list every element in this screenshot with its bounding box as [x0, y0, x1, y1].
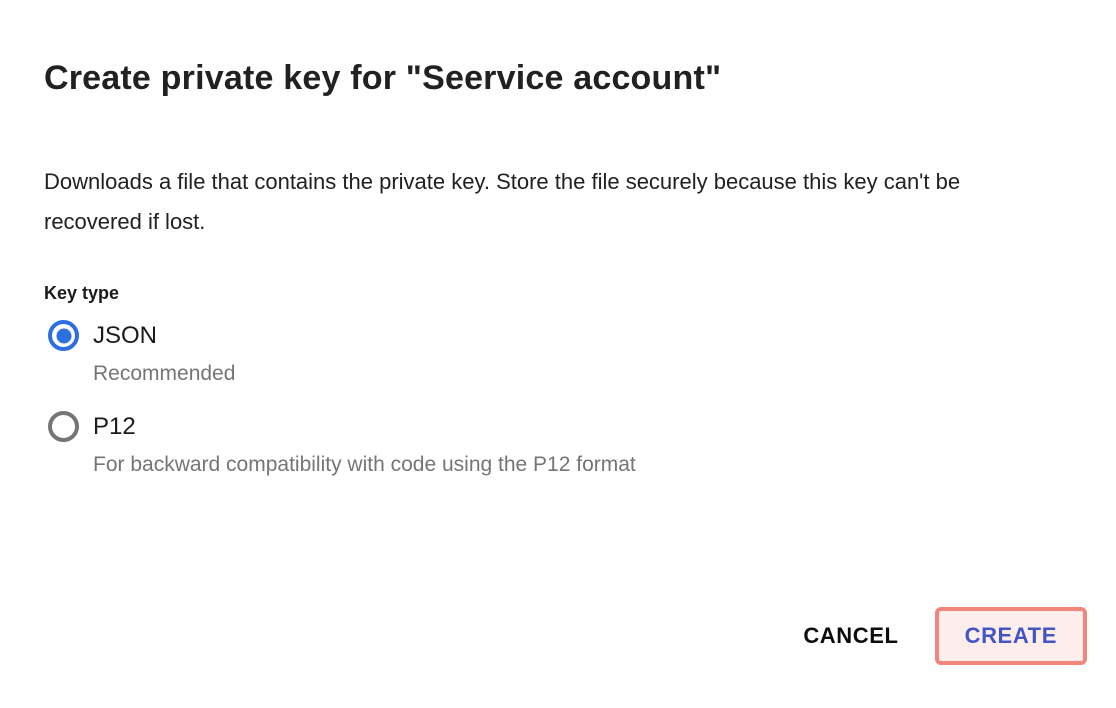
radio-option-json[interactable]: [44, 320, 1072, 351]
radio-option-p12[interactable]: [44, 411, 1072, 442]
create-button[interactable]: CREATE: [964, 623, 1057, 648]
cancel-button[interactable]: CANCEL: [793, 615, 908, 657]
radio-option-json-sublabel: Recommended: [93, 362, 236, 385]
radio-option-p12-label: P12: [93, 412, 136, 440]
dialog-title: Create private key for "Seervice account": [44, 59, 722, 97]
dialog-description: Downloads a file that contains the private key. Store the file securely because this key can't be recovered if lost.: [44, 169, 961, 234]
dialog-actions: [793, 607, 1087, 665]
create-button-highlight-box: [935, 607, 1087, 665]
key-type-label: Key type: [44, 283, 120, 303]
radio-unselected-icon[interactable]: [48, 411, 79, 442]
radio-option-p12-sublabel: For backward compatibility with code using the P12 format: [93, 453, 636, 476]
radio-option-json-label: JSON: [93, 321, 158, 349]
radio-selected-icon[interactable]: [48, 320, 79, 351]
